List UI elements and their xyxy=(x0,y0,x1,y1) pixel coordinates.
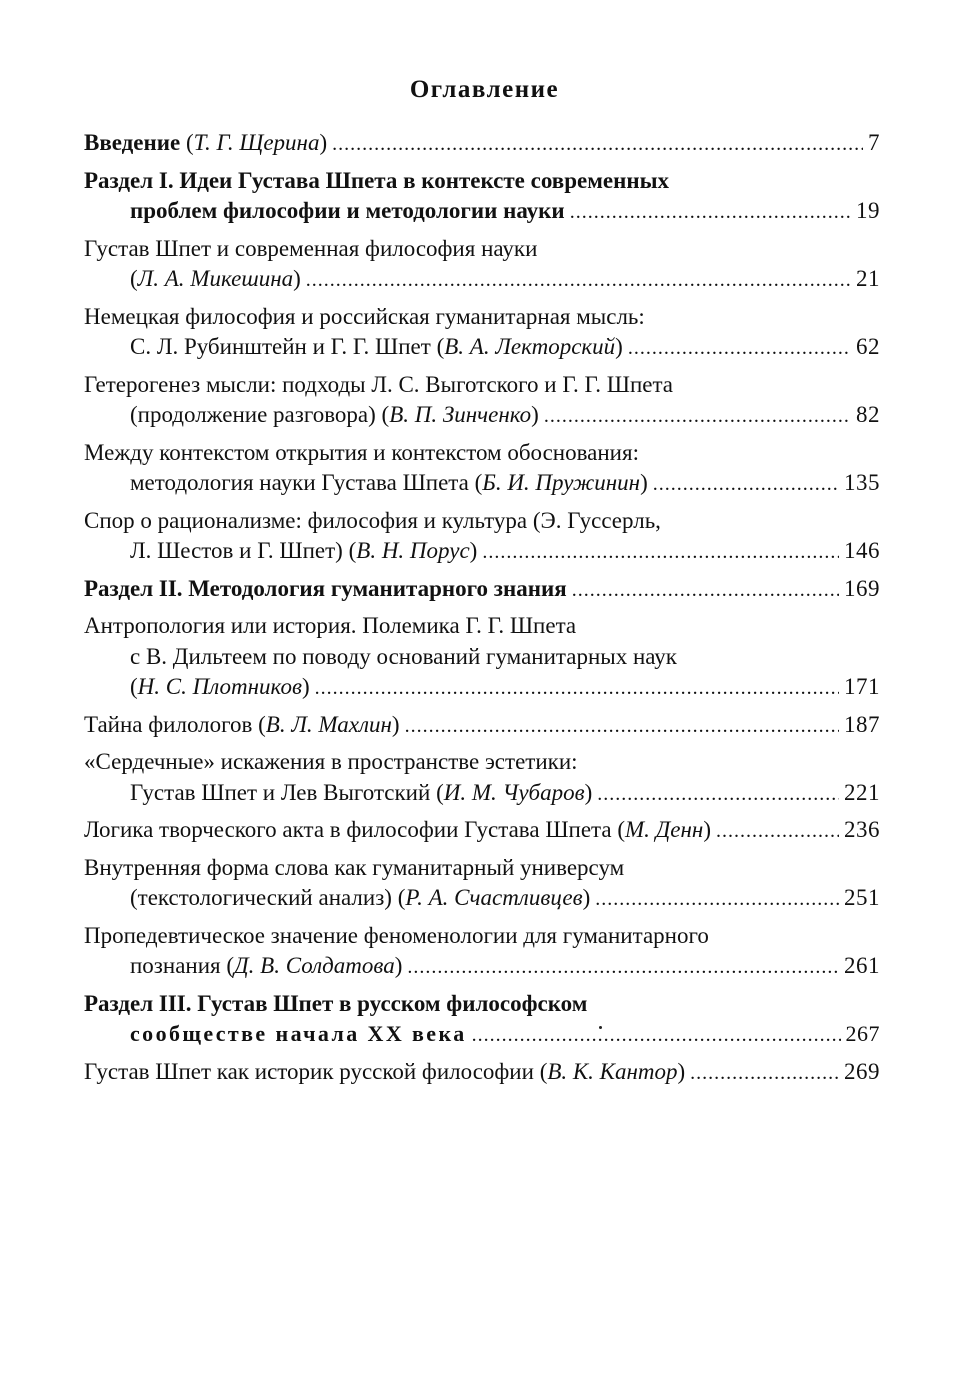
toc-entry-line xyxy=(84,264,880,296)
toc-entry-title: Антропология или история. Полемика Г. Г. Шпета xyxy=(84,613,577,638)
dot-leader xyxy=(407,952,839,983)
toc-entry-line xyxy=(84,400,880,432)
toc-entry[interactable] xyxy=(84,1057,880,1089)
toc-entry-page-number: 221 xyxy=(844,779,880,805)
toc-entry[interactable] xyxy=(84,574,880,606)
toc-entry-line xyxy=(84,853,880,884)
toc-entry[interactable] xyxy=(84,747,880,809)
toc-entry-title: Раздел I. Идеи Густава Шпета в контексте современных xyxy=(84,167,670,193)
toc-entry-author: (И. М. Чубаров) xyxy=(430,779,593,805)
toc-entry[interactable] xyxy=(84,815,880,847)
toc-entry-line xyxy=(84,128,880,160)
table-of-contents xyxy=(84,128,880,1094)
toc-entry-line xyxy=(84,234,880,265)
dot-leader xyxy=(595,884,839,915)
toc-entry-author: (Т. Г. Щерина) xyxy=(180,130,328,155)
toc-entry-title: Введение xyxy=(84,130,181,155)
toc-entry[interactable] xyxy=(84,234,880,296)
toc-entry-line xyxy=(84,815,880,847)
toc-entry-author: (Н. С. Плотников) xyxy=(130,674,310,699)
dot-leader xyxy=(544,401,851,432)
toc-entry[interactable] xyxy=(84,506,880,568)
dot-leader xyxy=(332,129,863,160)
toc-entry-line xyxy=(84,989,880,1020)
toc-entry-line xyxy=(84,710,880,742)
toc-entry-title: (продолжение разговора) xyxy=(130,402,376,427)
print-speck xyxy=(599,1026,602,1029)
toc-entry-line xyxy=(84,778,880,810)
toc-entry-title: Раздел II. Методология гуманитарного знания xyxy=(84,575,567,601)
toc-entry-page-number: 269 xyxy=(844,1058,880,1084)
toc-entry-title: Немецкая философия и российская гуманитарная мысль: xyxy=(84,303,645,329)
toc-entry-title: Гетерогенез мысли: подходы Л. С. Выготского и Г. Г. Шпета xyxy=(84,371,674,397)
toc-entry-line xyxy=(84,747,880,778)
toc-entry-title: Раздел III. Густав Шпет в русском философском xyxy=(84,990,588,1016)
toc-entry-author: (В. П. Зинченко) xyxy=(375,402,539,427)
toc-entry-page-number: 146 xyxy=(844,538,880,563)
toc-entry[interactable] xyxy=(84,611,880,704)
dot-leader xyxy=(572,575,839,606)
dot-leader xyxy=(690,1058,839,1089)
toc-entry-line xyxy=(84,883,880,915)
toc-entry-title: Спор о рационализме: философия и культура (Э. Гуссерль, xyxy=(84,507,661,533)
toc-entry-title: познания xyxy=(130,953,221,978)
toc-entry-line xyxy=(84,672,880,704)
toc-entry[interactable] xyxy=(84,370,880,432)
toc-entry-title: Пропедевтическое значение феноменологии для гуманитарного xyxy=(84,922,709,948)
toc-entry-line xyxy=(84,506,880,537)
dot-leader xyxy=(405,711,839,742)
toc-entry-page-number: 171 xyxy=(844,674,880,699)
toc-entry-title: проблем философии и методологии науки xyxy=(130,198,565,223)
toc-entry-title: «Сердечные» искажения в пространстве эстетики: xyxy=(84,749,578,774)
toc-entry-line xyxy=(84,196,880,228)
toc-entry-page-number: 21 xyxy=(856,266,880,291)
dot-leader xyxy=(597,779,839,810)
dot-leader xyxy=(472,1020,841,1051)
dot-leader xyxy=(306,265,851,296)
toc-entry-title: Логика творческого акта в философии Густава Шпета xyxy=(84,817,612,842)
toc-entry[interactable] xyxy=(84,166,880,228)
toc-entry-author: (В. А. Лекторский) xyxy=(430,334,623,359)
toc-entry-line xyxy=(84,1019,880,1051)
toc-entry-page-number: 19 xyxy=(856,198,880,223)
toc-entry-title: Л. Шестов и Г. Шпет) xyxy=(130,538,343,563)
dot-leader xyxy=(653,469,839,500)
toc-entry-title: (текстологический анализ) xyxy=(130,885,392,910)
toc-entry-title: сообществе начала XX века xyxy=(130,1021,467,1046)
toc-entry[interactable] xyxy=(84,710,880,742)
toc-entry-title: Густав Шпет и Лев Выготский xyxy=(130,779,431,805)
toc-entry-line xyxy=(84,1057,880,1089)
toc-entry-author: (В. К. Кантор) xyxy=(533,1058,686,1084)
toc-entry-line xyxy=(84,166,880,197)
toc-entry-line xyxy=(84,302,880,333)
toc-entry[interactable] xyxy=(84,128,880,160)
toc-entry-line xyxy=(84,536,880,568)
toc-entry-line xyxy=(84,921,880,952)
toc-entry-page-number: 82 xyxy=(856,402,880,427)
toc-entry-title: Между контекстом открытия и контекстом обоснования: xyxy=(84,439,639,465)
toc-entry-page-number: 236 xyxy=(844,817,880,842)
toc-entry-author: (Л. А. Микешина) xyxy=(130,266,301,291)
toc-entry-line xyxy=(84,468,880,500)
toc-entry-title: Густав Шпет как историк русской философии xyxy=(84,1058,534,1084)
toc-entry-title: С. Л. Рубинштейн и Г. Г. Шпет xyxy=(130,334,431,359)
toc-entry-author: (Д. В. Солдатова) xyxy=(220,953,403,978)
dot-leader xyxy=(570,197,851,228)
dot-leader xyxy=(716,816,839,847)
toc-entry-line xyxy=(84,951,880,983)
toc-entry[interactable] xyxy=(84,853,880,915)
toc-entry[interactable] xyxy=(84,989,880,1051)
toc-entry-title: Тайна филологов xyxy=(84,711,253,737)
dot-leader xyxy=(315,673,839,704)
dot-leader xyxy=(628,333,851,364)
toc-entry-author: (Б. И. Пружинин) xyxy=(468,470,648,495)
toc-entry-author: (В. Н. Порус) xyxy=(342,538,478,563)
toc-entry-page-number: 7 xyxy=(868,130,880,155)
toc-entry-line xyxy=(84,611,880,642)
toc-entry-author: (М. Денн) xyxy=(611,817,711,842)
toc-entry-page-number: 135 xyxy=(844,470,880,495)
toc-entry[interactable] xyxy=(84,921,880,983)
toc-entry-author: (В. Л. Махлин) xyxy=(252,711,400,737)
toc-entry-page-number: 169 xyxy=(844,575,880,601)
toc-entry-author: (Р. А. Счастливцев) xyxy=(391,885,591,910)
toc-entry-line xyxy=(84,370,880,401)
toc-entry-title: с В. Дильтеем по поводу оснований гуманитарных наук xyxy=(130,643,677,669)
toc-entry-line xyxy=(84,438,880,469)
toc-entry-title: Густав Шпет и современная философия науки xyxy=(84,235,538,261)
toc-entry-page-number: 261 xyxy=(844,953,880,978)
dot-leader xyxy=(482,537,839,568)
toc-entry[interactable] xyxy=(84,438,880,500)
toc-entry-line xyxy=(84,332,880,364)
toc-entry-page-number: 62 xyxy=(856,334,880,359)
toc-entry-title: методология науки Густава Шпета xyxy=(130,470,469,495)
toc-entry-page-number: 187 xyxy=(844,711,880,737)
page-title: Оглавление xyxy=(409,76,560,103)
toc-entry-line xyxy=(84,574,880,606)
toc-entry-title: Внутренняя форма слова как гуманитарный универсум xyxy=(84,854,625,880)
toc-entry[interactable] xyxy=(84,302,880,364)
toc-entry-page-number: 251 xyxy=(844,885,880,910)
toc-entry-page-number: 267 xyxy=(845,1021,880,1046)
toc-entry-line xyxy=(84,642,880,673)
